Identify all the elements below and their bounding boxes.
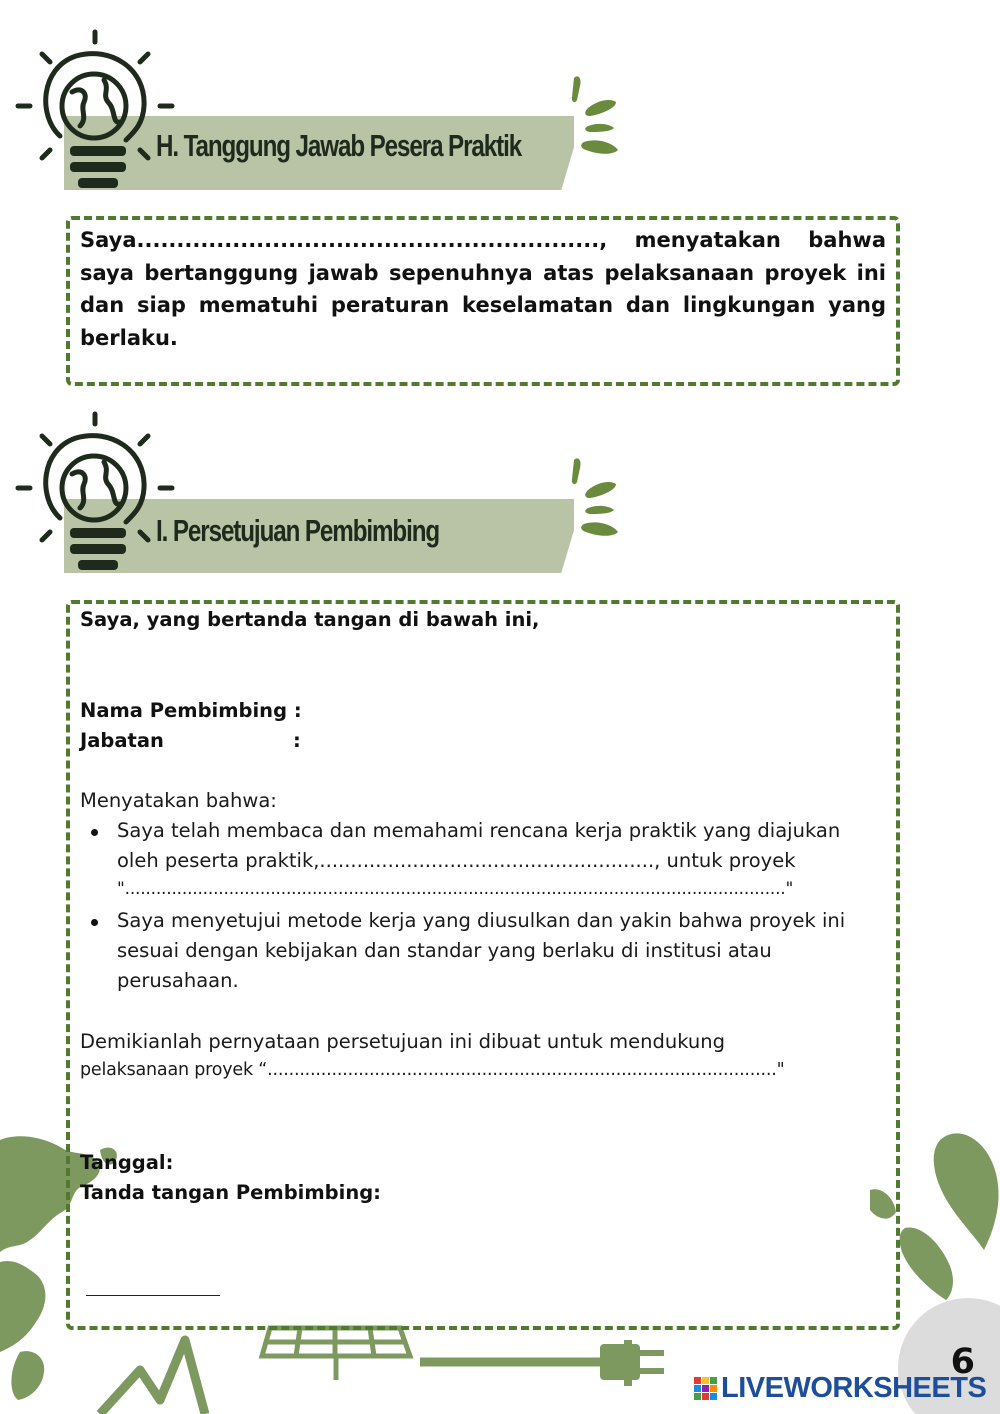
plug-icon xyxy=(600,1340,664,1386)
liveworksheets-wordmark: LIVEWORKSHEETS xyxy=(721,1371,987,1404)
bullet-1-line-1: Saya telah membaca dan memahami rencana kerja praktik yang diajukan xyxy=(117,819,841,842)
bullet-2-line-1: Saya menyetujui metode kerja yang diusulkan dan yakin bahwa proyek ini xyxy=(117,909,846,932)
section-h-title: H. Tanggung Jawab Pesera Praktik xyxy=(156,128,522,163)
closing-line-2: pelaksanaan proyek “..............................................................................................." xyxy=(80,1060,785,1080)
bullet-2-line-3: perusahaan. xyxy=(117,969,239,992)
tanggal-label: Tanggal: xyxy=(80,1151,174,1174)
pulse-line-decoration xyxy=(100,1340,600,1414)
signature-line xyxy=(86,1295,220,1296)
bullet-1-line-2: oleh peserta praktik,......................................................, untuk proyek xyxy=(117,849,796,872)
jabatan-label: Jabatan xyxy=(80,729,164,752)
sparkle-dashes-icon xyxy=(566,452,626,542)
bullet-dot xyxy=(91,919,98,926)
closing-line-1: Demikianlah pernyataan persetujuan ini dibuat untuk mendukung xyxy=(80,1030,726,1053)
bullet-1-line-3: "..............................................................................................................................." xyxy=(117,879,794,899)
page-number: 6 xyxy=(950,1342,975,1382)
bullet-2-line-2: sesuai dengan kebijakan dan standar yang berlaku di institusi atau xyxy=(117,939,772,962)
section-i-title: I. Persetujuan Pembimbing xyxy=(156,513,440,548)
menyatakan-label: Menyatakan bahwa: xyxy=(80,789,277,812)
sparkle-dashes-icon xyxy=(566,70,626,160)
lightbulb-globe-icon xyxy=(12,28,178,194)
jabatan-colon: : xyxy=(293,729,301,752)
lightbulb-globe-icon xyxy=(12,410,178,576)
bullet-dot xyxy=(91,829,98,836)
liveworksheets-grid-icon xyxy=(694,1377,717,1400)
nama-pembimbing-label: Nama Pembimbing : xyxy=(80,699,302,722)
responsibility-statement: Saya.........................................................., menyatakan bahwa saya bertanggung jawab sepenuhnya atas pelaksanaan proyek ini dan siap mematuhi peraturan keselamatan dan lingkungan yang berlaku. xyxy=(80,228,886,350)
liveworksheets-logo xyxy=(694,1373,986,1403)
approval-intro: Saya, yang bertanda tangan di bawah ini, xyxy=(80,608,540,631)
signature-label: Tanda tangan Pembimbing: xyxy=(80,1181,381,1204)
solar-panel-icon xyxy=(262,1328,410,1380)
